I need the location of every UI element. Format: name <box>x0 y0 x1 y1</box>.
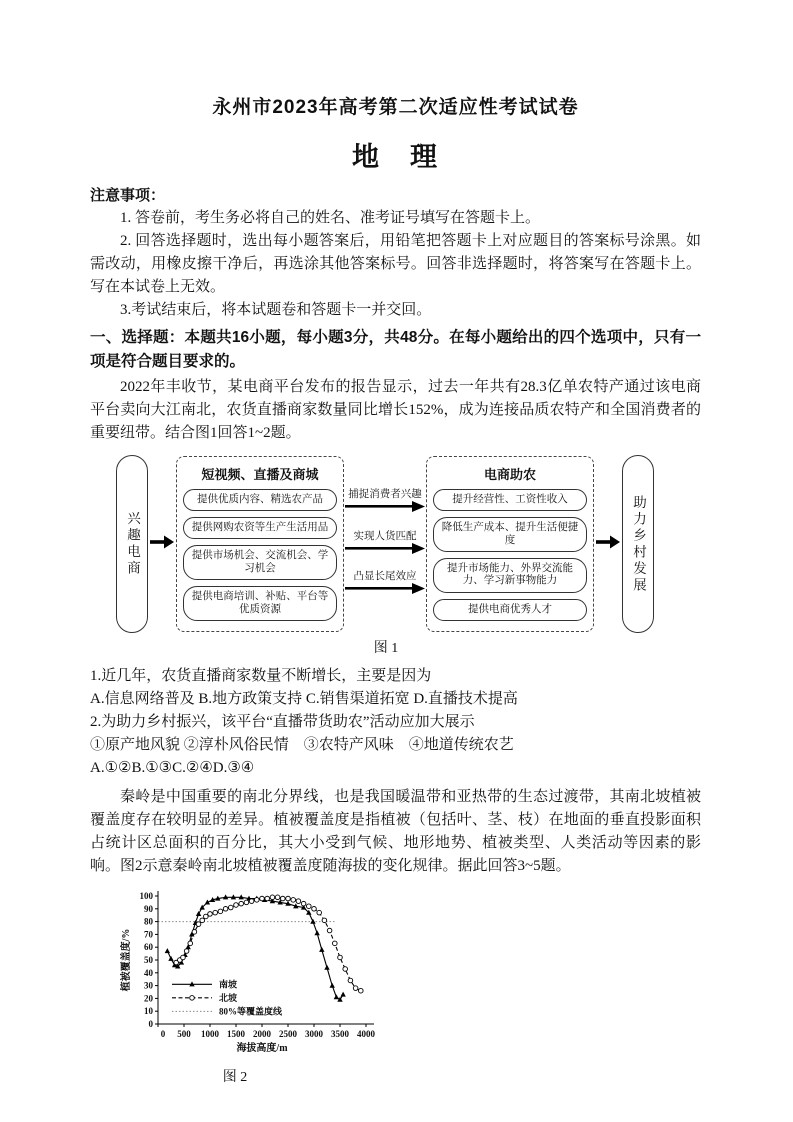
figure1-right-item: 提供电商优秀人才 <box>433 599 587 621</box>
triangle-marker-icon <box>334 994 339 999</box>
section1-heading: 一、选择题：本题共16小题，每小题3分，共48分。在每小题给出的四个选项中，只有一项是符合题目要求的。 <box>90 329 701 370</box>
question-2-items: ①原产地风貌 ②淳朴风俗民情 ③农特产风味 ④地道传统农艺 <box>90 737 514 753</box>
circle-marker-icon <box>296 899 301 904</box>
figure1-right-capsule: 助力乡村发展 <box>622 455 654 633</box>
triangle-marker-icon <box>310 919 315 924</box>
y-tick-label: 20 <box>144 993 153 1004</box>
notice-item-3: 3.考试结束后，将本试题卷和答题卡一并交回。 <box>120 302 432 318</box>
question-1-options: A.信息网络普及 B.地方政策支持 C.销售渠道拓宽 D.直播技术提高 <box>90 691 518 707</box>
circle-marker-icon <box>286 896 291 901</box>
circle-marker-icon <box>312 907 317 912</box>
circle-marker-icon <box>359 988 364 993</box>
circle-marker-icon <box>275 895 280 900</box>
figure2-block <box>120 888 410 1060</box>
y-tick-label: 0 <box>148 1019 153 1029</box>
y-tick-label: 80 <box>144 916 153 927</box>
circle-marker-icon <box>260 896 265 901</box>
notices-heading: 注意事项： <box>90 187 166 204</box>
x-tick-label: 4000 <box>357 1029 375 1039</box>
y-tick-label: 10 <box>144 1006 153 1017</box>
triangle-marker-icon <box>168 956 173 961</box>
subject-title: 地 理 <box>352 142 439 172</box>
circle-marker-icon <box>322 918 327 923</box>
figure1-link-2 <box>344 528 426 554</box>
figure1-link-1 <box>344 486 426 512</box>
circle-marker-icon <box>307 904 312 909</box>
y-axis-title: 植被覆盖度/% <box>121 928 132 992</box>
figure1-right-box <box>426 456 594 632</box>
figure1-left-box-title: 短视频、直播及商城 <box>201 467 319 482</box>
x-tick-label: 3000 <box>305 1029 323 1039</box>
circle-marker-icon <box>244 900 249 905</box>
circle-marker-icon <box>327 928 332 933</box>
legend-label: 北坡 <box>219 992 238 1003</box>
circle-marker-icon <box>218 909 223 914</box>
x-tick-label: 1000 <box>201 1029 219 1039</box>
x-tick-label: 0 <box>160 1029 166 1039</box>
circle-marker-icon <box>196 922 201 927</box>
arrow-right-icon <box>345 583 425 594</box>
arrow-right-icon <box>150 535 174 554</box>
question-1-stem: 1.近几年，农货直播商家数量不断增长，主要是因为 <box>90 668 432 684</box>
y-tick-label: 100 <box>139 891 153 901</box>
circle-marker-icon <box>249 899 254 904</box>
figure1-link-label: 实现人货匹配 <box>353 531 417 542</box>
circle-marker-icon <box>208 912 213 917</box>
triangle-marker-icon <box>165 948 170 953</box>
figure1-left-item: 提供网购农资等生产生活用品 <box>183 517 337 539</box>
circle-marker-icon <box>343 967 348 972</box>
figure1-link-label: 捕捉消费者兴趣 <box>348 489 422 500</box>
circle-marker-icon <box>234 903 239 908</box>
legend-label: 南坡 <box>219 979 238 990</box>
page-title: 永州市2023年高考第二次适应性考试试卷 <box>212 97 579 118</box>
notice-item-1: 1. 答卷前，考生务必将自己的姓名、准考证号填写在答题卡上。 <box>120 210 541 226</box>
figure1-left-item: 提供市场机会、交流机会、学习机会 <box>183 545 337 580</box>
figure2-caption: 图 2 <box>222 1070 248 1085</box>
figure1-link-3 <box>344 568 426 594</box>
circle-marker-icon <box>190 996 195 1001</box>
circle-marker-icon <box>353 986 358 991</box>
figure1-right-box-title: 电商助农 <box>483 467 536 482</box>
circle-marker-icon <box>223 907 228 912</box>
arrow-right-icon <box>345 543 425 554</box>
y-tick-label: 60 <box>144 942 153 953</box>
x-tick-label: 500 <box>177 1029 191 1039</box>
circle-marker-icon <box>255 898 260 903</box>
y-tick-label: 40 <box>144 967 153 978</box>
figure1-left-box <box>176 456 344 632</box>
circle-marker-icon <box>181 955 186 960</box>
question-2-stem: 2.为助力乡村振兴，该平台“直播带货助农”活动应加大展示 <box>90 714 475 730</box>
arrow-right-icon <box>596 535 620 554</box>
figure1-link-label: 凸显长尾效应 <box>353 571 417 582</box>
triangle-marker-icon <box>319 947 324 952</box>
notice-item-2: 2. 回答选择题时，选出每小题答案后，用铅笔把答题卡上对应题目的答案标号涂黑。如需改动，用橡皮擦干净后，再选涂其他答案标号。回答非选择题时，将答案写在答题卡上。写在本试卷上无效。 <box>90 233 701 295</box>
circle-marker-icon <box>291 898 296 903</box>
circle-marker-icon <box>270 895 275 900</box>
triangle-marker-icon <box>324 965 329 970</box>
triangle-marker-icon <box>196 911 201 916</box>
circle-marker-icon <box>317 910 322 915</box>
triangle-marker-icon <box>330 983 335 988</box>
figure1-right-item: 降低生产成本、提升生活便捷度 <box>433 517 587 552</box>
x-tick-label: 1500 <box>227 1029 245 1039</box>
circle-marker-icon <box>338 955 343 960</box>
circle-marker-icon <box>348 978 353 983</box>
y-tick-label: 30 <box>144 980 153 991</box>
x-axis-title: 海拔高度/m <box>236 1043 288 1054</box>
figure1-middle-links <box>344 456 426 632</box>
circle-marker-icon <box>301 901 306 906</box>
circle-marker-icon <box>265 896 270 901</box>
figure1-caption: 图 1 <box>373 641 399 656</box>
x-tick-label: 2000 <box>253 1029 271 1039</box>
circle-marker-icon <box>229 905 234 910</box>
triangle-marker-icon <box>314 930 319 935</box>
legend-label: 80%等覆盖度线 <box>219 1006 283 1017</box>
arrow-right-icon <box>345 501 425 512</box>
section1-intro: 2022年丰收节，某电商平台发布的报告显示，过去一年共有28.3亿单农特产通过该电商平台卖向大江南北，农货直播商家数量同比增长152%，成为连接品质农特产和全国消费者的重要纽带。结合图1回答1~2题。 <box>90 379 701 441</box>
circle-marker-icon <box>281 896 286 901</box>
y-tick-label: 70 <box>144 929 153 940</box>
question-2-options: A.①②B.①③C.②④D.③④ <box>90 760 255 776</box>
circle-marker-icon <box>333 941 338 946</box>
figure1-right-item: 提升市场能力、外界交流能力、学习新事物能力 <box>433 558 587 593</box>
figure1-left-item: 提供电商培训、补贴、平台等优质资源 <box>183 586 337 621</box>
circle-marker-icon <box>239 901 244 906</box>
y-tick-label: 90 <box>144 903 153 914</box>
circle-marker-icon <box>213 910 218 915</box>
triangle-marker-icon <box>340 992 345 997</box>
x-tick-label: 2500 <box>279 1029 297 1039</box>
passage-qinling: 秦岭是中国重要的南北分界线，也是我国暖温带和亚热带的生态过渡带，其南北坡植被覆盖度存在较明显的差异。植被覆盖度是指植被（包括叶、茎、枝）在地面的垂直投影面积占统计区总面积的百分比，其大小受到气候、地形地势、植被类型、人类活动等因素的影响。图2示意秦岭南北坡植被覆盖度随海拔的变化规律。据此回答3~5题。 <box>90 789 701 874</box>
circle-marker-icon <box>184 949 189 954</box>
figure1-left-item: 提供优质内容、精选农产品 <box>183 489 337 511</box>
x-tick-label: 3500 <box>331 1029 349 1039</box>
circle-marker-icon <box>192 930 197 935</box>
circle-marker-icon <box>188 941 193 946</box>
figure2-chart <box>120 888 404 1060</box>
figure1-flowchart <box>116 455 656 633</box>
figure1-left-capsule: 兴趣电商 <box>116 455 148 633</box>
circle-marker-icon <box>200 918 205 923</box>
figure1-right-item: 提升经营性、工资性收入 <box>433 489 587 511</box>
y-tick-label: 50 <box>144 955 153 965</box>
